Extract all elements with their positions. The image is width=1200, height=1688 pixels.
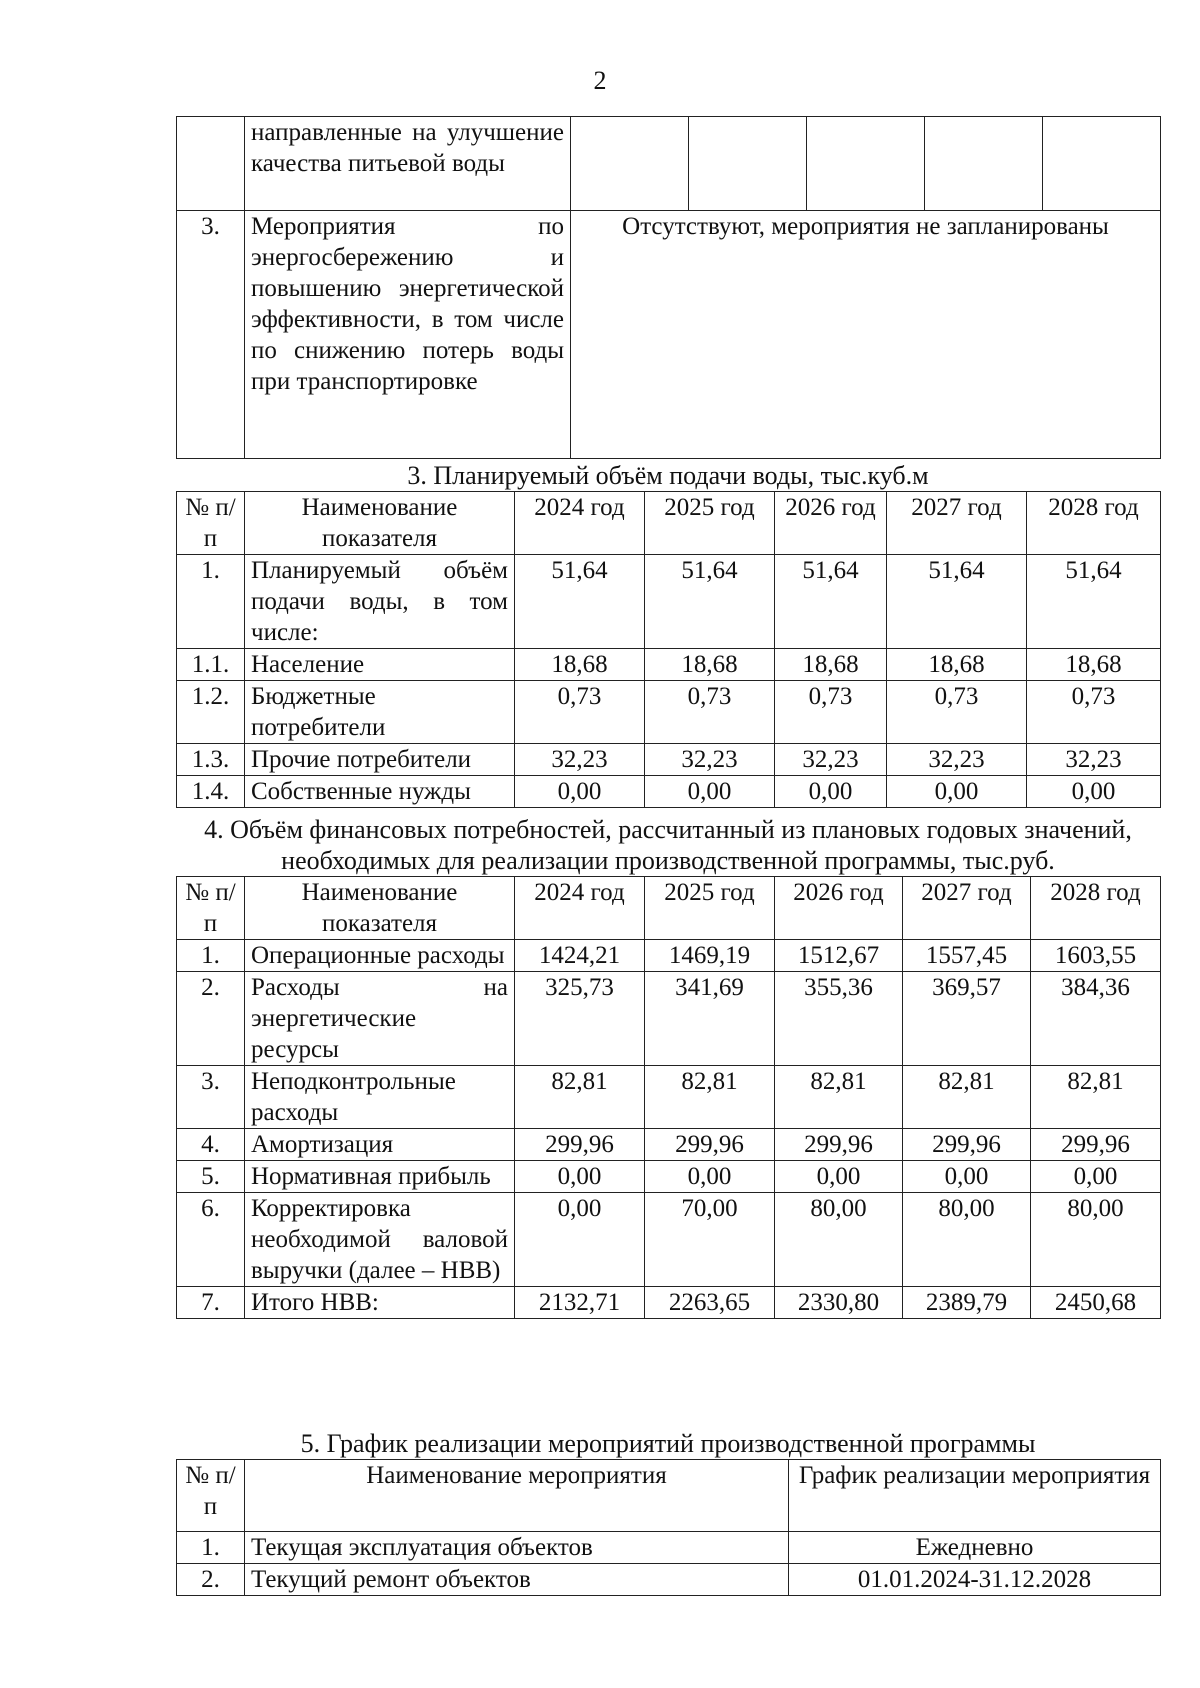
row-number-cell: 3. bbox=[177, 1066, 245, 1129]
value-cell: 51,64 bbox=[515, 555, 645, 649]
value-cell: 18,68 bbox=[645, 649, 775, 681]
value-cell: 2450,68 bbox=[1031, 1287, 1161, 1319]
value-cell: 1512,67 bbox=[775, 940, 903, 972]
indicator-name-cell: Операционные расходы bbox=[245, 940, 515, 972]
row-number-cell: 2. bbox=[177, 972, 245, 1066]
empty-cell bbox=[1043, 117, 1161, 211]
row-number-cell: 1.3. bbox=[177, 744, 245, 776]
section5-block bbox=[176, 1428, 1160, 1596]
table-row bbox=[177, 1161, 1161, 1193]
value-cell: 80,00 bbox=[903, 1193, 1031, 1287]
indicator-name-cell: Нормативная прибыль bbox=[245, 1161, 515, 1193]
measure-note-cell: Отсутствуют, мероприятия не запланированы bbox=[571, 211, 1161, 459]
value-cell: 0,00 bbox=[515, 776, 645, 808]
indicator-name-cell: Корректировка необходимой валовой выручки (далее – НВВ) bbox=[245, 1193, 515, 1287]
value-cell: 0,00 bbox=[645, 776, 775, 808]
value-cell: 299,96 bbox=[1031, 1129, 1161, 1161]
value-cell: 82,81 bbox=[645, 1066, 775, 1129]
value-cell: 18,68 bbox=[775, 649, 887, 681]
table-row bbox=[177, 744, 1161, 776]
row-number-cell: 3. bbox=[177, 211, 245, 459]
indicator-name-cell: Амортизация bbox=[245, 1129, 515, 1161]
indicator-name-cell: Планируемый объём подачи воды, в том числе: bbox=[245, 555, 515, 649]
value-cell: 369,57 bbox=[903, 972, 1031, 1066]
value-cell: 299,96 bbox=[515, 1129, 645, 1161]
value-cell: 51,64 bbox=[887, 555, 1027, 649]
top-table-block bbox=[176, 116, 1160, 459]
section5-title: 5. График реализации мероприятий производственной программы bbox=[300, 1429, 1036, 1458]
measure-name-cell: направленные на улучшение качества питьевой воды bbox=[245, 117, 571, 211]
page-number: 2 bbox=[593, 66, 607, 95]
table-row bbox=[177, 1564, 1161, 1596]
empty-cell bbox=[689, 117, 807, 211]
table-row bbox=[177, 681, 1161, 744]
table-row bbox=[177, 211, 1161, 459]
value-cell: 0,00 bbox=[1031, 1161, 1161, 1193]
table-header-row bbox=[177, 1460, 1161, 1532]
value-cell: 325,73 bbox=[515, 972, 645, 1066]
schedule-table bbox=[176, 1459, 1161, 1596]
indicator-name-cell: Расходы на энергетические ресурсы bbox=[245, 972, 515, 1066]
table-row bbox=[177, 940, 1161, 972]
top-table bbox=[176, 116, 1161, 459]
section4-block bbox=[176, 814, 1160, 1319]
schedule-cell: 01.01.2024-31.12.2028 bbox=[789, 1564, 1161, 1596]
header-year: 2028 год bbox=[1027, 492, 1161, 555]
value-cell: 0,73 bbox=[775, 681, 887, 744]
indicator-name-cell: Итого НВВ: bbox=[245, 1287, 515, 1319]
header-name: Наименование показателя bbox=[245, 492, 515, 555]
value-cell: 18,68 bbox=[887, 649, 1027, 681]
table-row bbox=[177, 972, 1161, 1066]
value-cell: 0,73 bbox=[1027, 681, 1161, 744]
value-cell: 2263,65 bbox=[645, 1287, 775, 1319]
row-number-cell: 1.4. bbox=[177, 776, 245, 808]
value-cell: 32,23 bbox=[887, 744, 1027, 776]
value-cell: 32,23 bbox=[645, 744, 775, 776]
header-year: 2026 год bbox=[775, 877, 903, 940]
value-cell: 1424,21 bbox=[515, 940, 645, 972]
header-year: 2024 год bbox=[515, 492, 645, 555]
table-row bbox=[177, 1193, 1161, 1287]
value-cell: 0,00 bbox=[775, 1161, 903, 1193]
value-cell: 1557,45 bbox=[903, 940, 1031, 972]
value-cell: 51,64 bbox=[645, 555, 775, 649]
table-row bbox=[177, 649, 1161, 681]
row-number-cell: 7. bbox=[177, 1287, 245, 1319]
empty-cell bbox=[807, 117, 925, 211]
header-schedule: График реализации мероприятия bbox=[789, 1460, 1161, 1532]
value-cell: 1469,19 bbox=[645, 940, 775, 972]
indicator-name-cell: Население bbox=[245, 649, 515, 681]
empty-cell bbox=[571, 117, 689, 211]
water-volume-table bbox=[176, 491, 1161, 808]
value-cell: 70,00 bbox=[645, 1193, 775, 1287]
header-year: 2028 год bbox=[1031, 877, 1161, 940]
header-year: 2027 год bbox=[903, 877, 1031, 940]
value-cell: 299,96 bbox=[903, 1129, 1031, 1161]
financial-needs-table bbox=[176, 876, 1161, 1319]
table-row bbox=[177, 555, 1161, 649]
row-number-cell: 2. bbox=[177, 1564, 245, 1596]
table-row bbox=[177, 1287, 1161, 1319]
row-number-cell: 1.2. bbox=[177, 681, 245, 744]
row-number-cell: 1.1. bbox=[177, 649, 245, 681]
value-cell: 82,81 bbox=[775, 1066, 903, 1129]
header-year: 2024 год bbox=[515, 877, 645, 940]
header-year: 2025 год bbox=[645, 492, 775, 555]
value-cell: 51,64 bbox=[1027, 555, 1161, 649]
value-cell: 0,00 bbox=[515, 1161, 645, 1193]
value-cell: 2132,71 bbox=[515, 1287, 645, 1319]
table-row bbox=[177, 1532, 1161, 1564]
section4-title: 4. Объём финансовых потребностей, рассчитанный из плановых годовых значений, необходимых для реализации производственной программы, тыс.руб. bbox=[204, 815, 1132, 875]
indicator-name-cell: Прочие потребители bbox=[245, 744, 515, 776]
header-no: № п/п bbox=[177, 1460, 245, 1532]
value-cell: 32,23 bbox=[1027, 744, 1161, 776]
value-cell: 0,00 bbox=[645, 1161, 775, 1193]
value-cell: 0,00 bbox=[515, 1193, 645, 1287]
value-cell: 384,36 bbox=[1031, 972, 1161, 1066]
table-row bbox=[177, 1066, 1161, 1129]
table-row bbox=[177, 776, 1161, 808]
value-cell: 0,00 bbox=[903, 1161, 1031, 1193]
row-number-cell: 1. bbox=[177, 555, 245, 649]
value-cell: 18,68 bbox=[1027, 649, 1161, 681]
row-number-cell bbox=[177, 117, 245, 211]
value-cell: 2389,79 bbox=[903, 1287, 1031, 1319]
value-cell: 32,23 bbox=[515, 744, 645, 776]
value-cell: 0,00 bbox=[1027, 776, 1161, 808]
row-number-cell: 5. bbox=[177, 1161, 245, 1193]
value-cell: 2330,80 bbox=[775, 1287, 903, 1319]
value-cell: 82,81 bbox=[515, 1066, 645, 1129]
row-number-cell: 4. bbox=[177, 1129, 245, 1161]
header-year: 2026 год bbox=[775, 492, 887, 555]
value-cell: 299,96 bbox=[645, 1129, 775, 1161]
indicator-name-cell: Собственные нужды bbox=[245, 776, 515, 808]
row-number-cell: 1. bbox=[177, 1532, 245, 1564]
indicator-name-cell: Текущая эксплуатация объектов bbox=[245, 1532, 789, 1564]
value-cell: 82,81 bbox=[1031, 1066, 1161, 1129]
value-cell: 0,73 bbox=[887, 681, 1027, 744]
header-name: Наименование показателя bbox=[245, 877, 515, 940]
value-cell: 80,00 bbox=[1031, 1193, 1161, 1287]
value-cell: 0,73 bbox=[645, 681, 775, 744]
measure-name-cell: Мероприятия по энергосбережению и повышению энергетической эффективности, в том числе по снижению потерь воды при транспортировке bbox=[245, 211, 571, 459]
value-cell: 299,96 bbox=[775, 1129, 903, 1161]
table-header-row bbox=[177, 492, 1161, 555]
table-row bbox=[177, 1129, 1161, 1161]
header-no: № п/п bbox=[177, 877, 245, 940]
value-cell: 80,00 bbox=[775, 1193, 903, 1287]
schedule-cell: Ежедневно bbox=[789, 1532, 1161, 1564]
value-cell: 355,36 bbox=[775, 972, 903, 1066]
value-cell: 82,81 bbox=[903, 1066, 1031, 1129]
value-cell: 341,69 bbox=[645, 972, 775, 1066]
indicator-name-cell: Бюджетные потребители bbox=[245, 681, 515, 744]
header-year: 2025 год bbox=[645, 877, 775, 940]
header-year: 2027 год bbox=[887, 492, 1027, 555]
value-cell: 1603,55 bbox=[1031, 940, 1161, 972]
table-header-row bbox=[177, 877, 1161, 940]
section3-title: 3. Планируемый объём подачи воды, тыс.куб.м bbox=[407, 461, 929, 490]
value-cell: 18,68 bbox=[515, 649, 645, 681]
value-cell: 51,64 bbox=[775, 555, 887, 649]
indicator-name-cell: Неподконтрольные расходы bbox=[245, 1066, 515, 1129]
row-number-cell: 1. bbox=[177, 940, 245, 972]
row-number-cell: 6. bbox=[177, 1193, 245, 1287]
value-cell: 0,00 bbox=[775, 776, 887, 808]
table-row bbox=[177, 117, 1161, 211]
value-cell: 32,23 bbox=[775, 744, 887, 776]
header-name: Наименование мероприятия bbox=[245, 1460, 789, 1532]
value-cell: 0,00 bbox=[887, 776, 1027, 808]
indicator-name-cell: Текущий ремонт объектов bbox=[245, 1564, 789, 1596]
section3-block bbox=[176, 460, 1160, 808]
header-no: № п/п bbox=[177, 492, 245, 555]
empty-cell bbox=[925, 117, 1043, 211]
value-cell: 0,73 bbox=[515, 681, 645, 744]
